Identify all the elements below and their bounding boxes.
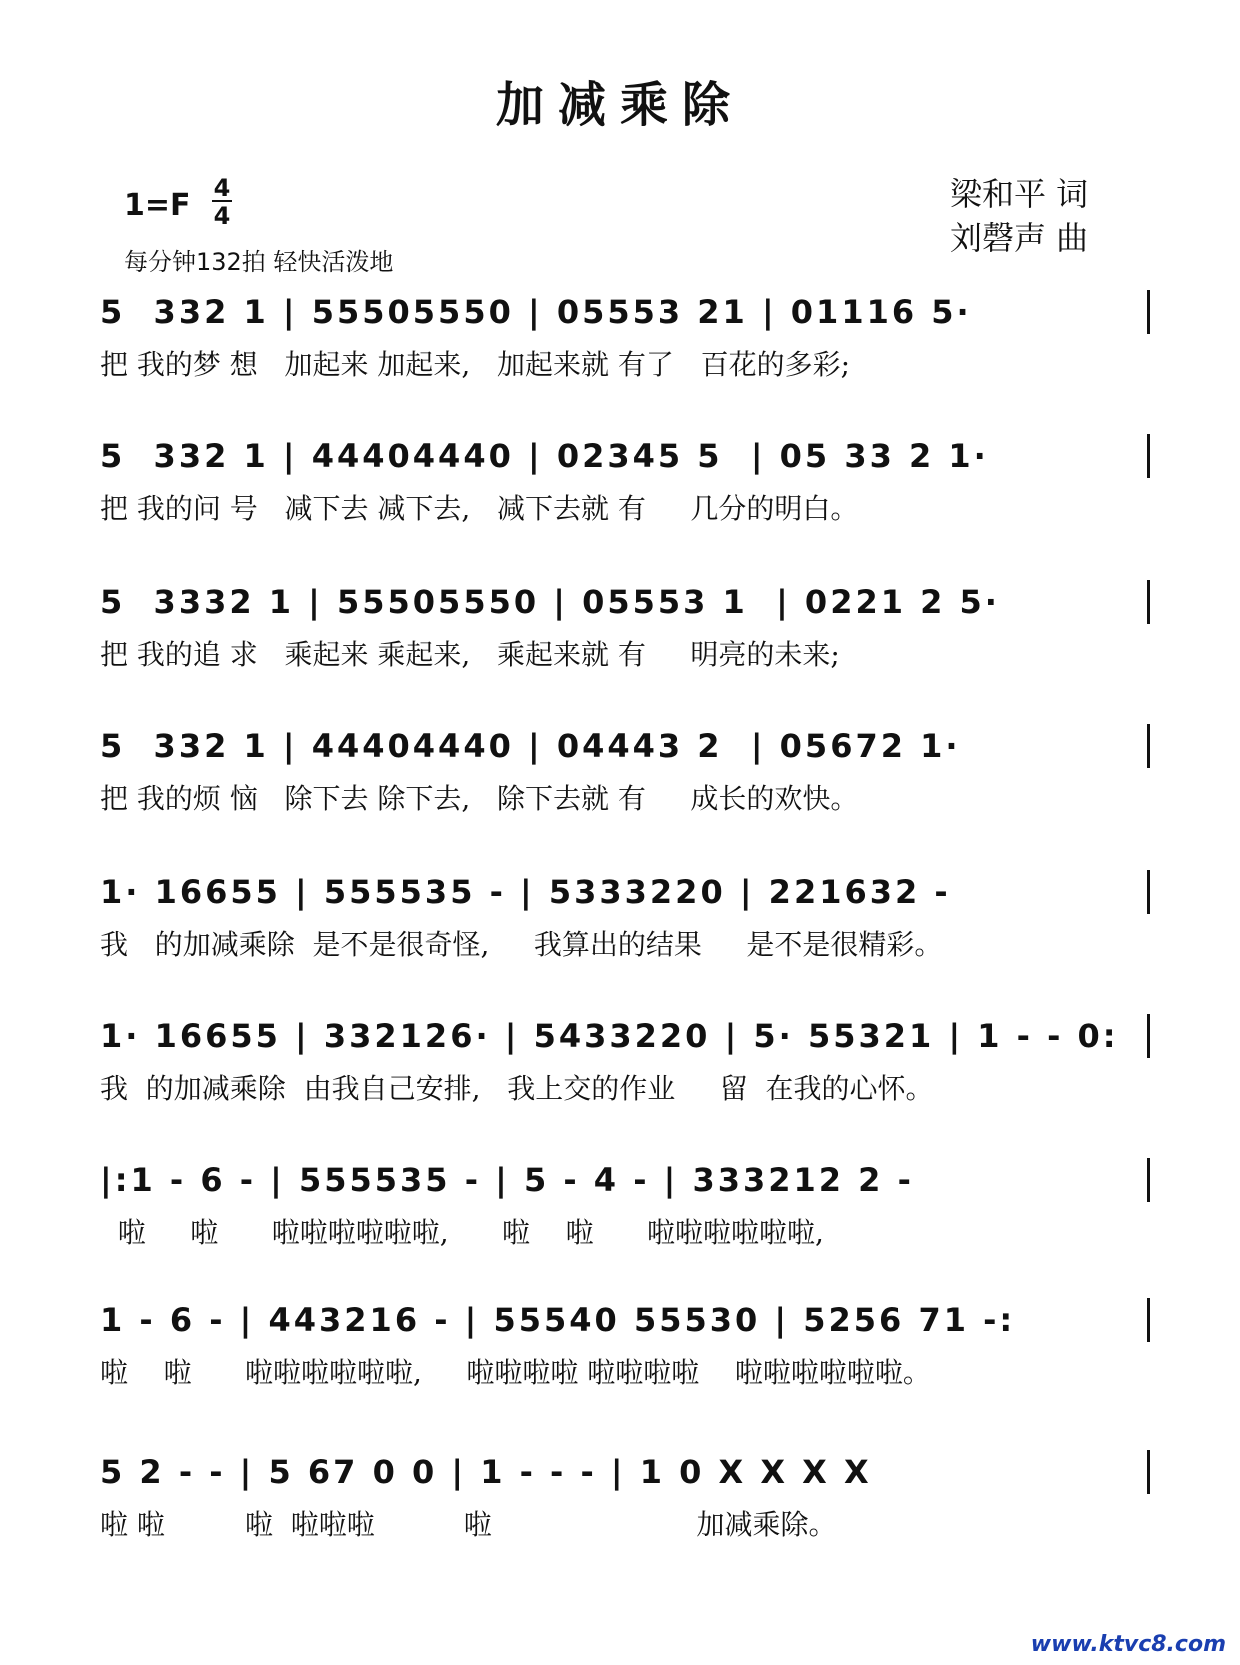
score-system-2 [100, 426, 1160, 546]
notes-line: 1 - 6 - | 443216 - | 55540 55530 | 5256 71 -: [100, 1301, 1016, 1339]
tempo-marking: 每分钟132拍 轻快活泼地 [124, 248, 394, 276]
notes-line: 5 3332 1 | 55505550 | 05553 1 | 0221 2 5· [100, 583, 1000, 621]
barline [1147, 580, 1150, 624]
score-system-5 [100, 862, 1160, 982]
lyrics-line: 啦 啦 啦啦啦啦啦啦, 啦 啦 啦啦啦啦啦啦, [100, 1216, 824, 1249]
final-barline [1147, 1450, 1150, 1494]
notes-line: 5 2 - - | 5 67 0 0 | 1 - - - | 1 0 X X X X [100, 1453, 872, 1491]
notes-line: 1· 16655 | 332126· | 5433220 | 5· 55321 | 1 - - 0: [100, 1017, 1119, 1055]
song-title: 加减乘除 [495, 77, 744, 133]
score-system-6 [100, 1006, 1160, 1126]
key-signature: 1=F [124, 188, 191, 223]
score-system-7 [100, 1150, 1160, 1270]
notes-line: |:1 - 6 - | 555535 - | 5 - 4 - | 333212 2 - [100, 1161, 914, 1199]
barline [1147, 1158, 1150, 1202]
lyrics-line: 把 我的烦 恼 除下去 除下去, 除下去就 有 成长的欢快。 [100, 782, 859, 815]
notes-line: 5 332 1 | 44404440 | 04443 2 | 05672 1· [100, 727, 961, 765]
score-system-8 [100, 1290, 1160, 1410]
score-system-9 [100, 1442, 1160, 1562]
lyrics-line: 啦 啦 啦啦啦啦啦啦, 啦啦啦啦 啦啦啦啦 啦啦啦啦啦啦。 [100, 1356, 931, 1389]
barline [1147, 724, 1150, 768]
lyricist-credit: 梁和平 词 [950, 175, 1089, 213]
lyrics-line: 我 的加减乘除 由我自己安排, 我上交的作业 留 在我的心怀。 [100, 1072, 934, 1105]
lyrics-line: 把 我的追 求 乘起来 乘起来, 乘起来就 有 明亮的未来; [100, 638, 840, 671]
barline [1147, 290, 1150, 334]
barline [1147, 1298, 1150, 1342]
score-system-3 [100, 572, 1160, 692]
lyrics-line: 把 我的问 号 减下去 减下去, 减下去就 有 几分的明白。 [100, 492, 859, 525]
notes-line: 5 332 1 | 55505550 | 05553 21 | 01116 5· [100, 293, 972, 331]
score-system-1 [100, 282, 1160, 402]
barline [1147, 434, 1150, 478]
composer-credit: 刘磬声 曲 [950, 219, 1089, 257]
notes-line: 1· 16655 | 555535 - | 5333220 | 221632 - [100, 873, 951, 911]
barline [1147, 870, 1150, 914]
barline [1147, 1014, 1150, 1058]
watermark-url: www.ktvc8.com [1030, 1632, 1226, 1657]
score-system-4 [100, 716, 1160, 836]
time-signature-top: 4 [213, 174, 231, 202]
notes-line: 5 332 1 | 44404440 | 02345 5 | 05 33 2 1· [100, 437, 989, 475]
time-signature [212, 176, 232, 228]
time-signature-bottom: 4 [213, 202, 231, 230]
credits [950, 172, 1088, 260]
lyrics-line: 把 我的梦 想 加起来 加起来, 加起来就 有了 百花的多彩; [100, 348, 851, 381]
lyrics-line: 我 的加减乘除 是不是很奇怪, 我算出的结果 是不是很精彩。 [100, 928, 943, 961]
lyrics-line: 啦 啦 啦 啦啦啦 啦 加减乘除。 [100, 1508, 837, 1541]
